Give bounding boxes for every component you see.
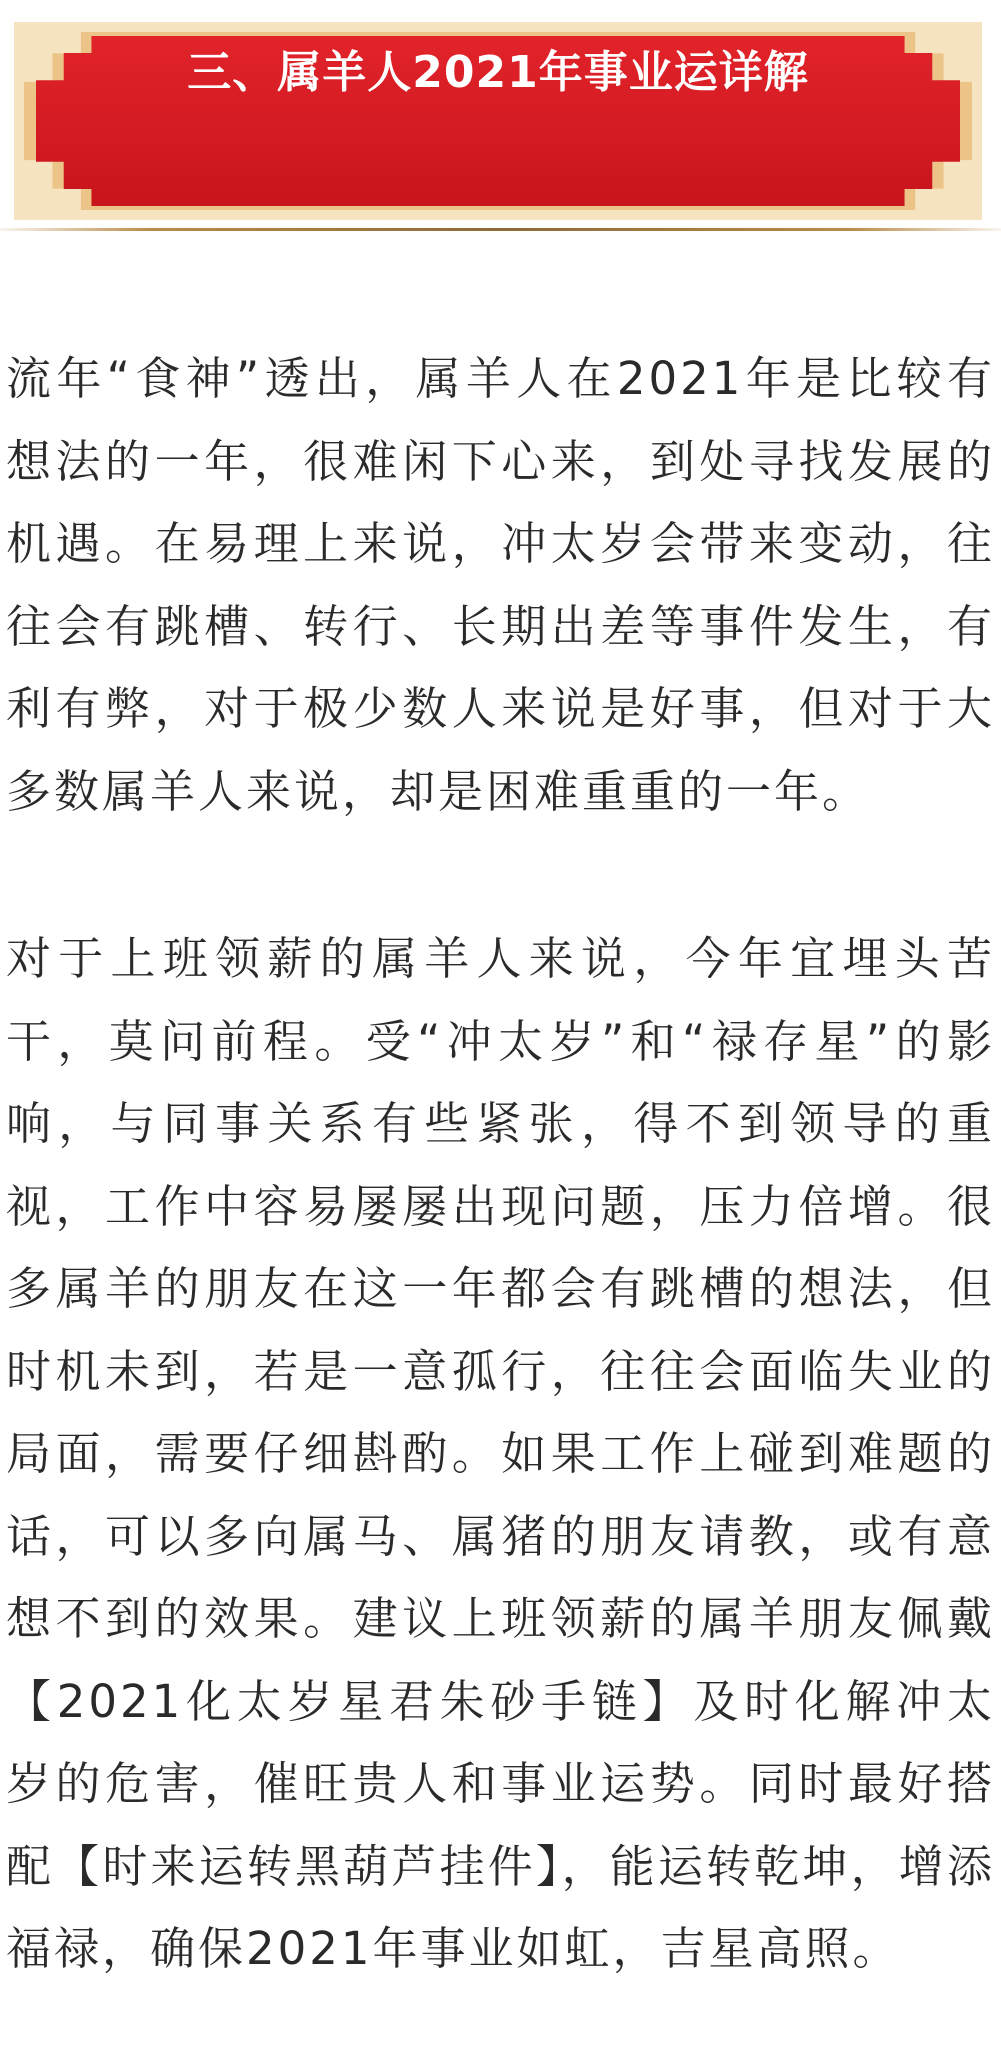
divider-line	[0, 228, 1001, 231]
section-title: 三、属羊人2021年事业运详解	[187, 47, 809, 98]
paragraph-overview: 流年“食神”透出，属羊人在2021年是比较有想法的一年，很难闲下心来，到处寻找发展的机遇。在易理上来说，冲太岁会带来变动，往往会有跳槽、转行、长期出差等事件发生，有利有弊，对于极少数人来说是好事，但对于大多数属羊人来说，却是困难重重的一年。	[6, 352, 995, 818]
article-body	[6, 338, 995, 1991]
section-banner	[14, 22, 982, 220]
paragraph-salaried-advice: 对于上班领薪的属羊人来说，今年宜埋头苦干，莫问前程。受“冲太岁”和“禄存星”的影响，与同事关系有些紧张，得不到领导的重视，工作中容易屡屡出现问题，压力倍增。很多属羊的朋友在这一年都会有跳槽的想法，但时机未到，若是一意孤行，往往会面临失业的局面，需要仔细斟酌。如果工作上碰到难题的话，可以多向属马、属猪的朋友请教，或有意想不到的效果。建议上班领薪的属羊朋友佩戴【2021化太岁星君朱砂手链】及时化解冲太岁的危害，催旺贵人和事业运势。同时最好搭配【时来运转黑葫芦挂件】，能运转乾坤，增添福禄，确保2021年事业如虹，吉星高照。	[6, 932, 995, 1975]
